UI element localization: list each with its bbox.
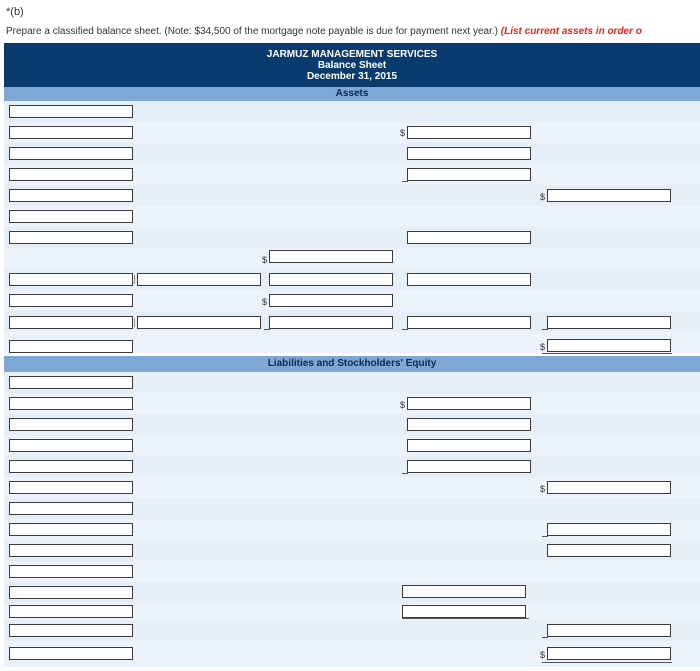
account-name-input[interactable] bbox=[9, 544, 133, 557]
sub-amount-input[interactable] bbox=[269, 316, 393, 329]
account-name-input[interactable] bbox=[9, 316, 133, 329]
total-input[interactable] bbox=[547, 523, 671, 536]
table-row bbox=[4, 290, 700, 311]
table-row bbox=[4, 641, 700, 667]
table-row bbox=[4, 248, 700, 269]
amount-input[interactable] bbox=[407, 397, 531, 410]
sub-amount-input[interactable] bbox=[269, 273, 393, 286]
account-name-input[interactable] bbox=[9, 502, 133, 515]
account-name-input[interactable] bbox=[9, 231, 133, 244]
underline bbox=[402, 473, 408, 474]
assets-section-header: Assets bbox=[4, 87, 700, 101]
company-name: JARMUZ MANAGEMENT SERVICES bbox=[266, 49, 438, 60]
sub-amount-input[interactable] bbox=[269, 294, 393, 307]
account-name-input[interactable] bbox=[9, 418, 133, 431]
total-input[interactable] bbox=[547, 544, 671, 557]
amount-input[interactable] bbox=[407, 168, 531, 181]
account-name-input[interactable] bbox=[9, 523, 133, 536]
table-row bbox=[4, 227, 700, 248]
amount-input[interactable] bbox=[402, 605, 526, 618]
underline bbox=[542, 536, 548, 537]
amount-input[interactable] bbox=[407, 316, 531, 329]
table-row bbox=[4, 164, 700, 185]
table-row bbox=[4, 372, 700, 393]
table-row bbox=[4, 414, 700, 435]
total-input[interactable] bbox=[547, 624, 671, 637]
instruction-main: Prepare a classified balance sheet. (Note: $34,500 of the mortgage note payable is due for payment next year.) bbox=[6, 26, 498, 37]
dollar-sign: $ bbox=[540, 484, 546, 494]
account-name-input[interactable] bbox=[137, 316, 261, 329]
table-row bbox=[4, 477, 700, 498]
account-name-input[interactable] bbox=[9, 624, 133, 637]
table-row bbox=[4, 498, 700, 519]
table-row bbox=[4, 143, 700, 164]
liabilities-section-header: Liabilities and Stockholders' Equity bbox=[4, 356, 700, 372]
separator bbox=[134, 275, 135, 284]
table-row bbox=[4, 393, 700, 414]
table-row bbox=[4, 435, 700, 456]
table-row bbox=[4, 101, 700, 122]
amount-input[interactable] bbox=[402, 585, 526, 598]
instruction-text bbox=[6, 26, 642, 37]
account-name-input[interactable] bbox=[9, 294, 133, 307]
statement-date: December 31, 2015 bbox=[306, 71, 398, 82]
double-underline bbox=[542, 662, 672, 663]
account-name-input[interactable] bbox=[9, 586, 133, 599]
account-name-input[interactable] bbox=[9, 147, 133, 160]
table-row bbox=[4, 269, 700, 290]
instruction-highlight: (List current assets in order o bbox=[500, 26, 642, 37]
dollar-sign: $ bbox=[540, 650, 546, 660]
amount-input[interactable] bbox=[407, 126, 531, 139]
amount-input[interactable] bbox=[407, 418, 531, 431]
dollar-sign: $ bbox=[540, 342, 546, 352]
amount-input[interactable] bbox=[407, 273, 531, 286]
table-row bbox=[4, 185, 700, 206]
amount-input[interactable] bbox=[407, 460, 531, 473]
dollar-sign: $ bbox=[262, 255, 268, 265]
account-name-input[interactable] bbox=[9, 565, 133, 578]
account-name-input[interactable] bbox=[9, 273, 133, 286]
dollar-sign: $ bbox=[400, 400, 406, 410]
table-row bbox=[4, 122, 700, 143]
underline bbox=[402, 329, 408, 330]
account-name-input[interactable] bbox=[9, 210, 133, 223]
dollar-sign: $ bbox=[262, 297, 268, 307]
double-underline bbox=[542, 353, 672, 354]
amount-input[interactable] bbox=[407, 231, 531, 244]
total-input[interactable] bbox=[547, 339, 671, 352]
statement-title: Balance Sheet bbox=[317, 60, 387, 71]
sub-amount-input[interactable] bbox=[269, 250, 393, 263]
table-row bbox=[4, 519, 700, 540]
table-row bbox=[4, 540, 700, 561]
separator bbox=[134, 318, 135, 327]
account-name-input[interactable] bbox=[9, 439, 133, 452]
account-name-input[interactable] bbox=[9, 460, 133, 473]
total-input[interactable] bbox=[547, 316, 671, 329]
total-input[interactable] bbox=[547, 647, 671, 660]
table-row bbox=[4, 582, 700, 603]
table-row bbox=[4, 561, 700, 582]
table-row bbox=[4, 456, 700, 477]
total-input[interactable] bbox=[547, 189, 671, 202]
part-label: *(b) bbox=[6, 6, 24, 18]
total-input[interactable] bbox=[547, 481, 671, 494]
amount-input[interactable] bbox=[407, 147, 531, 160]
underline bbox=[402, 618, 529, 619]
dollar-sign: $ bbox=[540, 192, 546, 202]
account-name-input[interactable] bbox=[9, 647, 133, 660]
table-row bbox=[4, 332, 700, 353]
account-name-input[interactable] bbox=[9, 168, 133, 181]
account-name-input[interactable] bbox=[137, 273, 261, 286]
dollar-sign: $ bbox=[400, 128, 406, 138]
account-name-input[interactable] bbox=[9, 126, 133, 139]
account-name-input[interactable] bbox=[9, 376, 133, 389]
account-name-input[interactable] bbox=[9, 105, 133, 118]
statement-header bbox=[4, 43, 700, 87]
underline bbox=[264, 329, 270, 330]
table-row bbox=[4, 311, 700, 332]
amount-input[interactable] bbox=[407, 439, 531, 452]
underline bbox=[402, 181, 408, 182]
account-name-input[interactable] bbox=[9, 189, 133, 202]
table-row bbox=[4, 206, 700, 227]
account-name-input[interactable] bbox=[9, 481, 133, 494]
account-name-input[interactable] bbox=[9, 340, 133, 353]
table-row bbox=[4, 620, 700, 641]
account-name-input[interactable] bbox=[9, 397, 133, 410]
underline bbox=[542, 637, 548, 638]
account-name-input[interactable] bbox=[9, 605, 133, 618]
underline bbox=[542, 329, 548, 330]
